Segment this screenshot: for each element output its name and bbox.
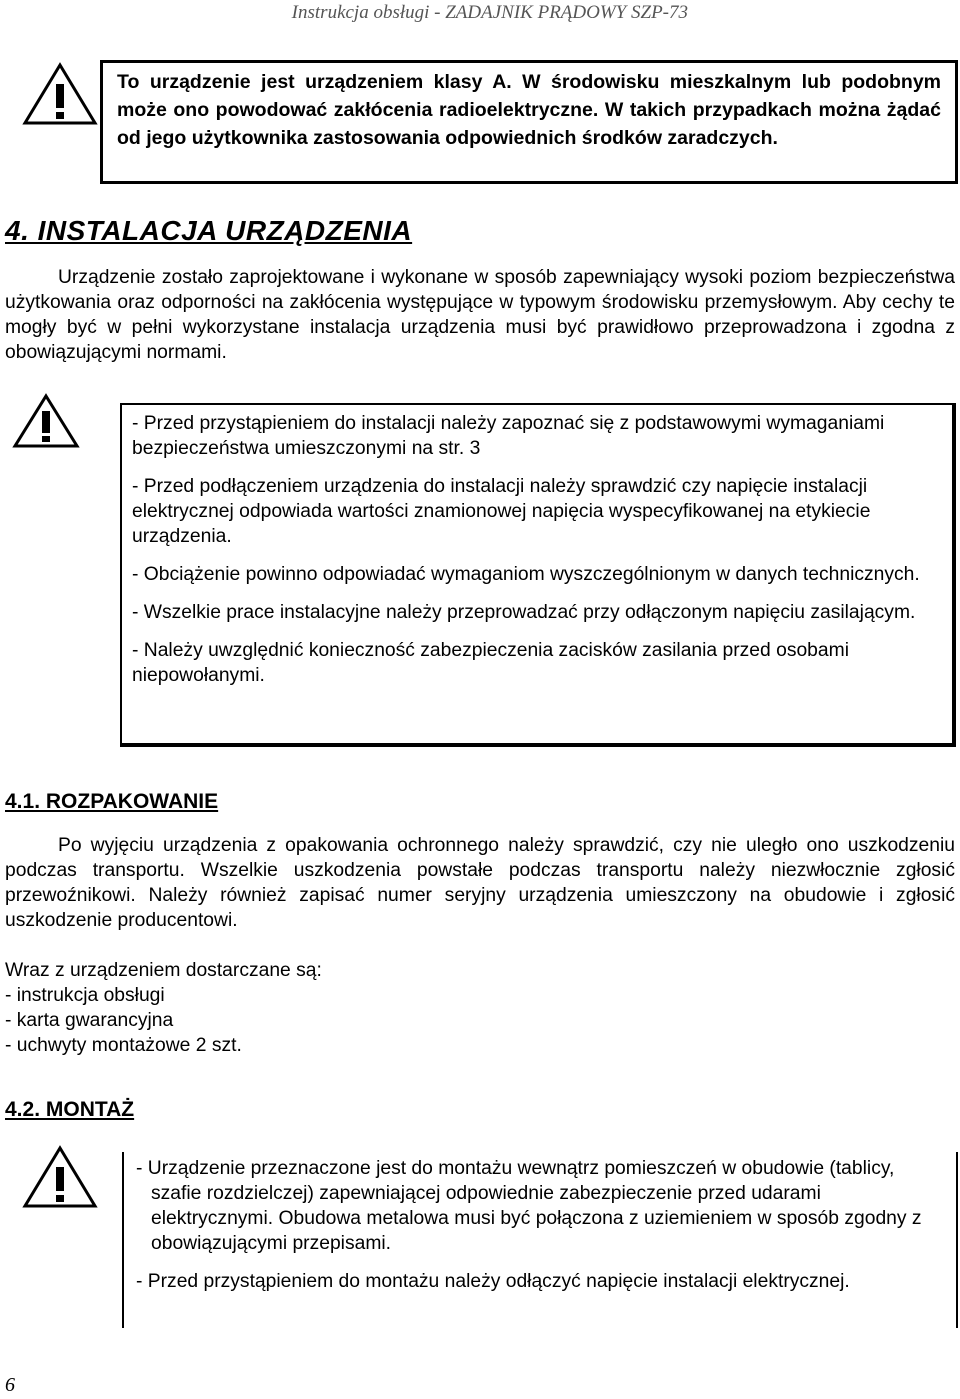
installation-warnings-box	[120, 403, 956, 747]
section-41-title: 4.1. ROZPAKOWANIE	[5, 790, 219, 813]
list-item: - instrukcja obsługi	[5, 985, 165, 1006]
unpacking-paragraph-text: Po wyjęciu urządzenia z opakowania ochronnego należy sprawdzić, czy nie uległo ono uszkodzeniu podczas transportu. Wszelkie uszkodzenia powstałe podczas transportu należy niezwłocznie zgłosić przewoźnikowi. Należy również zapisać numer seryjny urządzenia umieszczony na obudowie i zgłosić uszkodzenie producentowi.	[5, 835, 955, 931]
warning-triangle-icon	[22, 1145, 98, 1209]
unpacking-paragraph	[5, 833, 955, 933]
delivery-intro: Wraz z urządzeniem dostarczane są:	[5, 960, 322, 981]
page-number: 6	[5, 1374, 15, 1396]
installation-warning: - Obciążenie powinno odpowiadać wymaganiom wyszczególnionym w danych technicznych.	[132, 564, 920, 585]
mounting-warning: - Urządzenie przeznaczone jest do montażu wewnątrz pomieszczeń w obudowie (tablicy, szafie rozdzielczej) zapewniającej odpowiednie zabezpieczenie przed udarami elektrycznymi. Obudowa metalowa musi być połączona z uziemieniem w sposób zgodny z obowiązującymi przepisami.	[136, 1158, 922, 1254]
section-4-intro	[5, 265, 955, 365]
installation-warning: - Wszelkie prace instalacyjne należy przeprowadzać przy odłączonym napięciu zasilającym.	[132, 602, 916, 623]
installation-warning: - Należy uwzględnić konieczność zabezpieczenia zacisków zasilania przed osobami niepowołanymi.	[132, 640, 849, 686]
section-4-title: 4. INSTALACJA URZĄDZENIA	[5, 215, 413, 246]
list-item: - karta gwarancyjna	[5, 1010, 174, 1031]
page-header: Instrukcja obsługi - ZADAJNIK PRĄDOWY SZP-73	[291, 2, 688, 23]
section-42-title: 4.2. MONTAŻ	[5, 1098, 135, 1121]
section-4-intro-text: Urządzenie zostało zaprojektowane i wykonane w sposób zapewniający wysoki poziom bezpieczeństwa użytkowania oraz odporności na zakłócenia występujące w typowym środowisku przemysłowym. Aby cechy te mogły być w pełni wykorzystane instalacja urządzenia musi być prawidłowo przeprowadzona i zgodna z obowiązującymi normami.	[5, 267, 955, 363]
mounting-warnings-box	[122, 1152, 958, 1328]
mounting-warning: - Przed przystąpieniem do montażu należy odłączyć napięcie instalacji elektrycznej.	[136, 1271, 850, 1292]
class-a-notice-text: To urządzenie jest urządzeniem klasy A. W środowisku mieszkalnym lub podobnym może ono powodować zakłócenia radioelektryczne. W takich przypadkach można żądać od jego użytkownika zastosowania odpowiednich środków zaradczych.	[117, 71, 941, 149]
class-a-notice-box	[100, 60, 958, 184]
installation-warning: - Przed podłączeniem urządzenia do instalacji należy sprawdzić czy napięcie instalacji elektrycznej odpowiada wartości znamionowej napięcia wyspecyfikowanej na etykiecie urządzenia.	[132, 476, 871, 547]
warning-triangle-icon	[12, 393, 80, 449]
delivery-list	[5, 958, 322, 1058]
warning-triangle-icon	[22, 62, 98, 126]
installation-warning: - Przed przystąpieniem do instalacji należy zapoznać się z podstawowymi wymaganiami bezpieczeństwa umieszczonymi na str. 3	[132, 413, 885, 459]
list-item: - uchwyty montażowe 2 szt.	[5, 1035, 242, 1056]
